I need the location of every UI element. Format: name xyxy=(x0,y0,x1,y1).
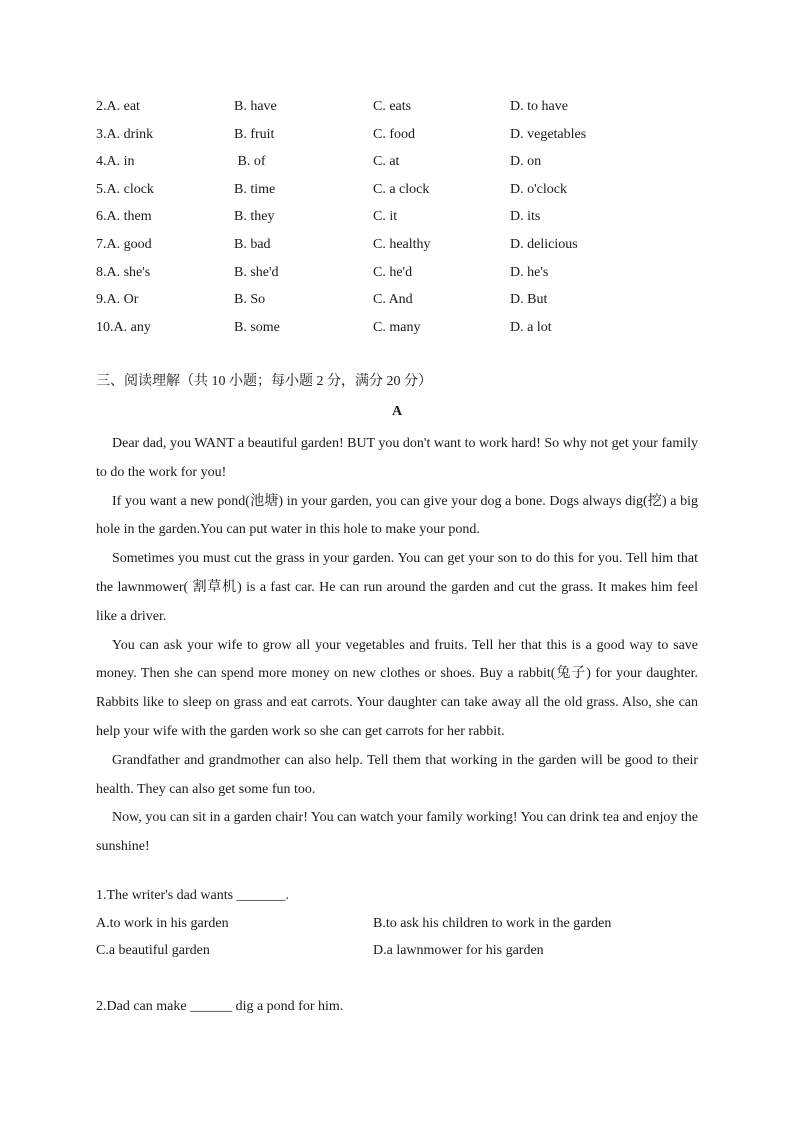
option-b: B. have xyxy=(234,99,277,114)
option-b: B. some xyxy=(234,319,280,335)
option-a: 3.A. drink xyxy=(96,126,154,142)
option-d: D. vegetables xyxy=(510,126,587,142)
option-b: B. fruit xyxy=(234,126,275,142)
question-1-option-a: A.to work in his garden xyxy=(96,916,229,931)
passage-paragraph: Dear dad, you WANT a beautiful garden! BUT you don't want to work hard! So why not get your family to do the work for you! xyxy=(96,436,698,480)
option-c: C. a clock xyxy=(373,181,430,197)
option-b: B. bad xyxy=(234,236,271,252)
option-a: 5.A. clock xyxy=(96,181,154,197)
option-d: D. o'clock xyxy=(510,181,567,197)
option-d: D. to have xyxy=(510,99,568,114)
option-c: C. And xyxy=(373,292,413,308)
option-a: 4.A. in xyxy=(96,154,135,170)
option-c: C. he'd xyxy=(373,264,413,280)
section-heading: 三、阅读理解（共 10 小题；每小题 2 分，满分 20 分） xyxy=(96,374,432,389)
option-c: C. at xyxy=(373,154,400,170)
option-d: D. he's xyxy=(510,264,549,280)
option-d: D. delicious xyxy=(510,236,578,252)
option-c: C. many xyxy=(373,319,421,335)
option-b: B. time xyxy=(234,181,276,197)
option-d: D. a lot xyxy=(510,319,552,335)
passage-title: A xyxy=(391,404,403,419)
option-d: D. on xyxy=(510,154,542,170)
passage-paragraph: Sometimes you must cut the grass in your garden. You can get your son to do this for you. Tell him that the lawnmower( 割草机) is a fast car. He can run around the garden and cut the grass. It makes him feel like a driver. xyxy=(96,551,698,624)
option-c: C. it xyxy=(373,209,398,225)
option-a: 10.A. any xyxy=(96,319,151,335)
passage-paragraph: You can ask your wife to grow all your vegetables and fruits. Tell her that this is a good way to save money. Then she can spend more money on new clothes or shoes. Buy a rabbit(兔子) for your daughter. Rabbits like to sleep on grass and eat carrots. Your daughter can take away all the old grass. Also, she can help your wife with the garden work so she can get carrots for her rabbit. xyxy=(96,637,698,739)
option-b: B. So xyxy=(234,292,266,308)
option-a: 6.A. them xyxy=(96,209,152,225)
option-d: D. its xyxy=(510,209,541,225)
option-a: 8.A. she's xyxy=(96,264,151,280)
question-1-option-b: B.to ask his children to work in the garden xyxy=(373,916,612,931)
question-1-stem: 1.The writer's dad wants _______. xyxy=(96,888,290,903)
passage-paragraph: If you want a new pond(池塘) in your garden, you can give your dog a bone. Dogs always dig(挖) a big hole in the garden.You can put water in this hole to make your pond. xyxy=(96,493,698,538)
question-1-option-c: C.a beautiful garden xyxy=(96,943,210,958)
reading-passage xyxy=(96,430,698,862)
question-2-stem: 2.Dad can make ______ dig a pond for him. xyxy=(96,999,344,1014)
option-a: 9.A. Or xyxy=(96,292,139,308)
option-d: D. But xyxy=(510,292,548,308)
option-c: C. food xyxy=(373,126,415,142)
option-b: B. they xyxy=(234,209,275,225)
option-c: C. healthy xyxy=(373,236,431,252)
passage-paragraph: Grandfather and grandmother can also help. Tell them that working in the garden will be good to their health. They can also get some fun too. xyxy=(96,752,698,797)
passage-paragraph: Now, you can sit in a garden chair! You can watch your family working! You can drink tea and enjoy the sunshine! xyxy=(96,810,698,855)
option-b: B. of xyxy=(234,154,266,170)
question-1-option-d: D.a lawnmower for his garden xyxy=(373,943,544,958)
option-a: 2.A. eat xyxy=(96,99,140,114)
option-a: 7.A. good xyxy=(96,236,152,252)
option-c: C. eats xyxy=(373,99,412,114)
option-b: B. she'd xyxy=(234,264,279,280)
